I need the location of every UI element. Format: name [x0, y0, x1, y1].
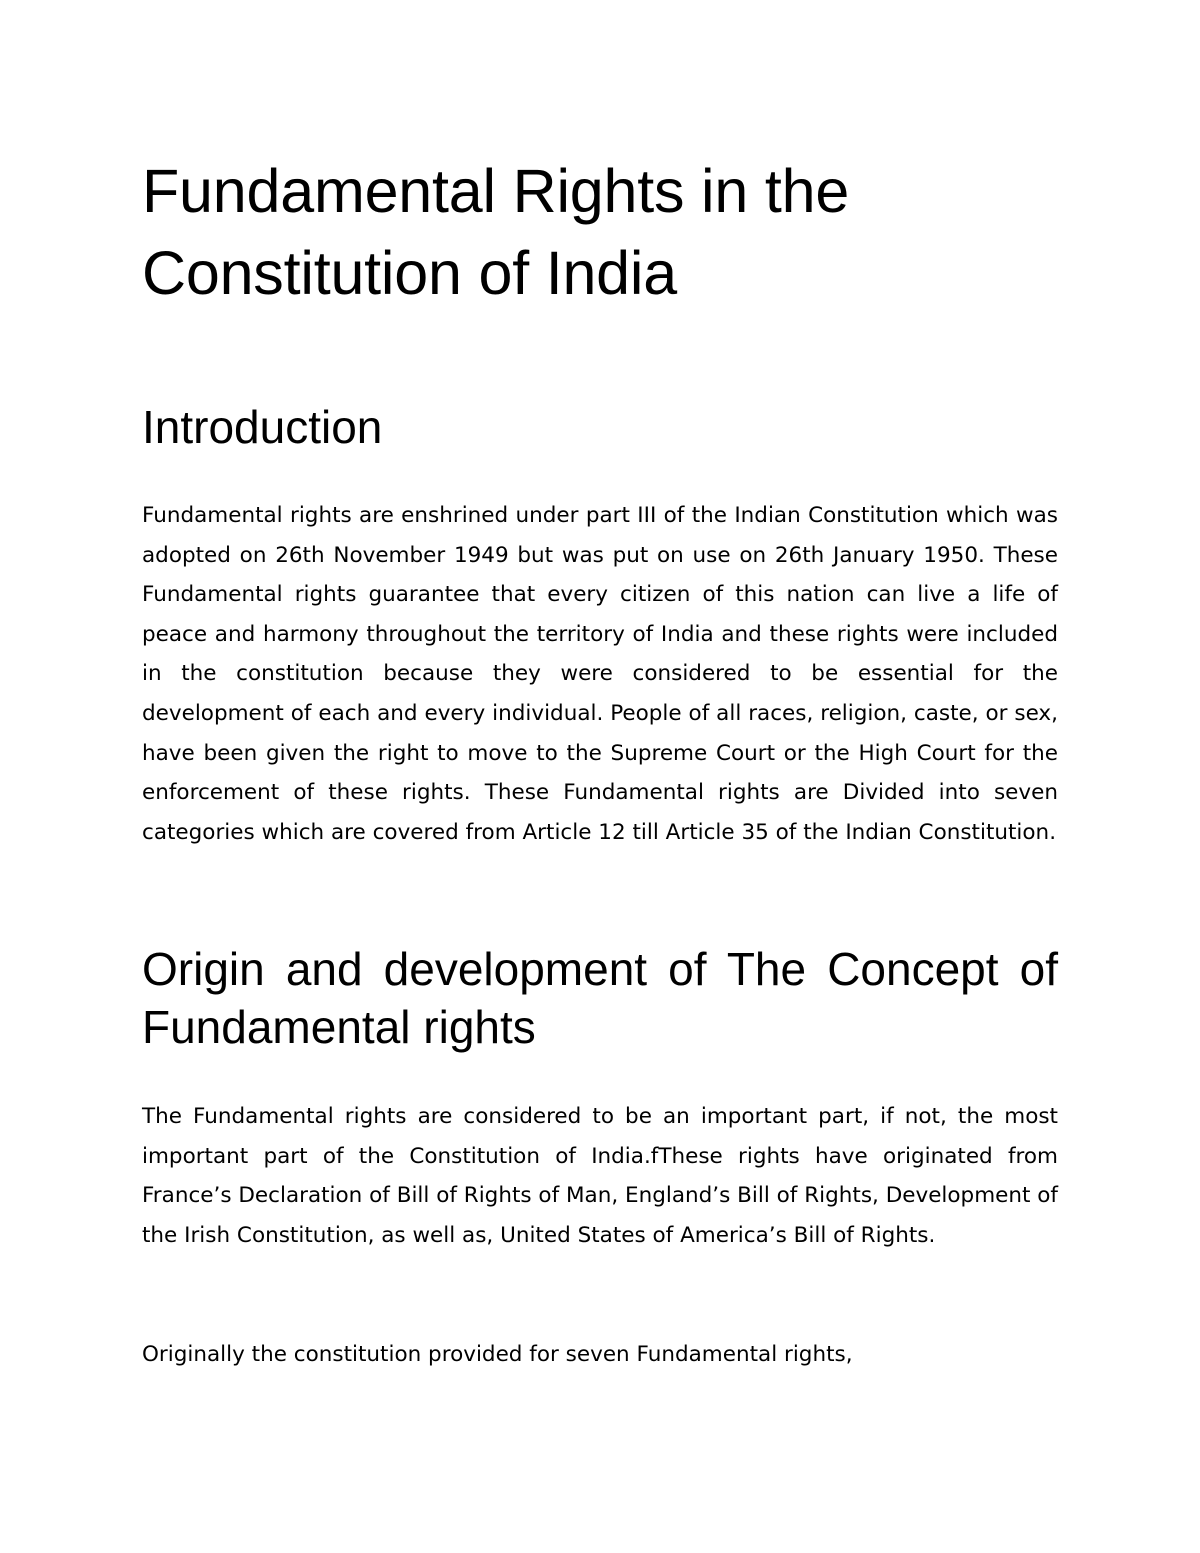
section-heading-introduction: Introduction: [142, 401, 383, 453]
section-heading-origin-development: Origin and development of The Concept of Fundamental rights: [142, 943, 1058, 1053]
originally-paragraph: Originally the constitution provided for seven Fundamental rights,: [142, 1342, 853, 1367]
introduction-paragraph: Fundamental rights are enshrined under part III of the Indian Constitution which was adopted on 26th November 1949 but was put on use on 26th January 1950. These Fundamental rights guarantee that every citizen of this nation can live a life of peace and harmony throughout the territory of India and these rights were included in the constitution because they were considered to be essential for the development of each and every individual. People of all races, religion, caste, or sex, have been given the right to move to the Supreme Court or the High Court for the enforcement of these rights. These Fundamental rights are Divided into seven categories which are covered from Article 12 till Article 35 of the Indian Constitution.: [142, 503, 1058, 845]
origin-paragraph: The Fundamental rights are considered to be an important part, if not, the most important part of the Constitution of India.fThese rights have originated from France’s Declaration of Bill of Rights of Man, England’s Bill of Rights, Development of the Irish Constitution, as well as, United States of America’s Bill of Rights.: [142, 1104, 1058, 1248]
document-title: Fundamental Rights in the Constitution of India: [142, 157, 850, 307]
